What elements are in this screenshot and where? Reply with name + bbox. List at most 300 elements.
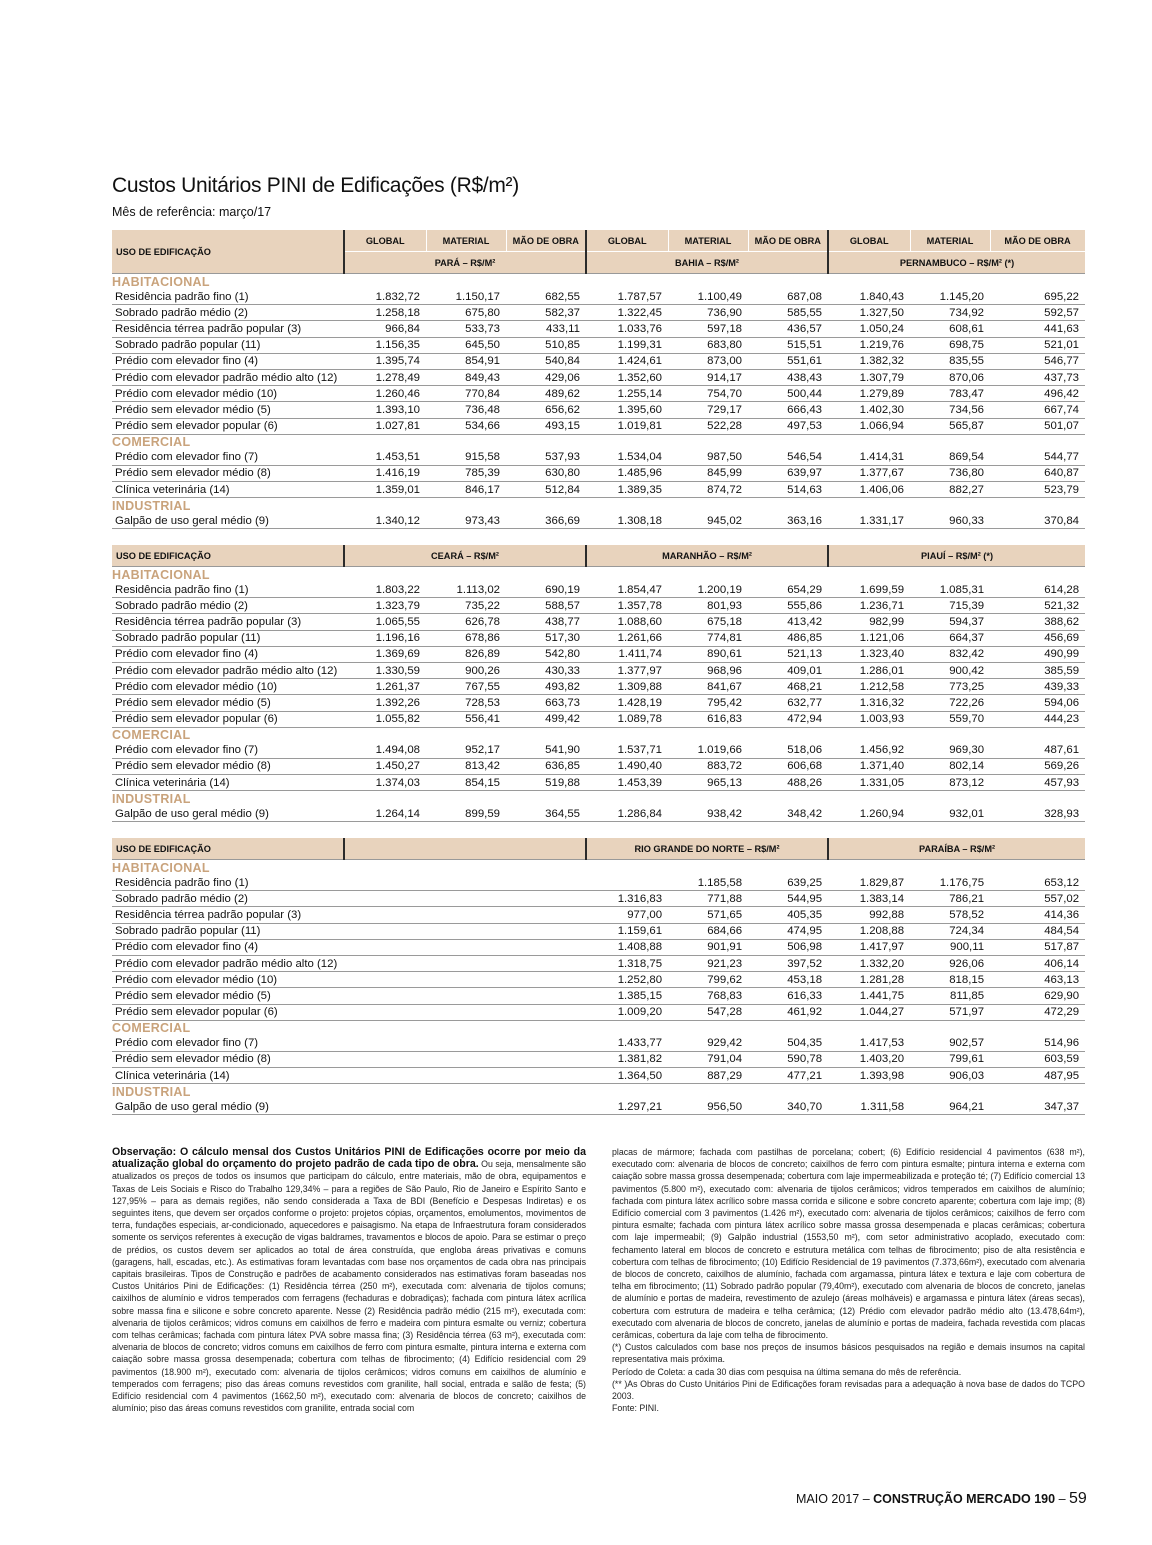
cost-value: 785,39 bbox=[426, 465, 506, 481]
row-label: Clínica veterinária (14) bbox=[112, 1068, 344, 1084]
notes-right-text: placas de mármore; fachada com pastilhas de porcelana; cobert; (6) Edifício residencial 4 pavimentos (638 m²), executado com: alvenaria de blocos de concreto; caixilhos de ferro com pintura esmalte; pintura interna e externa com caiação sobre massa grossa desempenada; cobertura com laje impermeabilizada e proteção té; (7) Edifício comercial 13 pavimentos (5.800 m²), executado com: alvenaria de tijolos cerâmicos; vidros temperados em caixilhos de alumínio; fachada com pintura látex acrílico sobre massa corrida e silicone e sobre concreto aparente; cobertura com laje imp; (8) Edifício comercial com 3 pavimentos (1.426 m²), executado com: alvenaria de tijolos cerâmicos; caixilhos de ferro com pintura esmalte; fachada com pintura látex acrílico sobre massa grossa desempenada e placas cerâmicas; cobertura com laje impermeabil; (9) Galpão industrial (1553,50 m²), com setor administrativo acoplado, executado com: fechamento lateral em blocos de concreto e estrutura metálica com telhas de fibrocimento; piso de alta resistência e cobertura com telhas de fibrocimento; (10) Edifício Residencial de 19 pavimentos (7.373,66m²), executado com alvenaria de blocos de concreto, caixilhos de alumínio, fachada com argamassa, pintura látex e textura e laje com cobertura de telha em fibrocimento; (11) Sobrado padrão popular (79,40m²), executado com alvenaria de blocos de concreto, janelas de alumínio e portas de madeira, revestimento de azulejo (áreas molháveis) e argamassa e pintura látex (áreas secas), cobertura com estrutura de madeira e telha cerâmica; (12) Prédio com elevador padrão médio alto (13.478,64m²), executado com alvenaria de blocos de concreto, janelas de alumínio e portas de madeira, fachada revestida com placas cerâmicas, cobertura da laje com telha de fibrocimento. bbox=[612, 1147, 1085, 1341]
cost-value: 632,77 bbox=[748, 695, 828, 711]
cost-value: 915,58 bbox=[426, 450, 506, 466]
cost-value: 1.066,94 bbox=[828, 418, 910, 434]
cost-value: 645,50 bbox=[426, 337, 506, 353]
cost-value: 429,06 bbox=[506, 369, 586, 385]
cost-value: 590,78 bbox=[748, 1051, 828, 1067]
cost-value: 438,43 bbox=[748, 369, 828, 385]
cost-value: 489,62 bbox=[506, 386, 586, 402]
cost-value: 802,14 bbox=[910, 758, 990, 774]
row-label: Residência padrão fino (1) bbox=[112, 875, 344, 891]
cost-value: 900,42 bbox=[910, 662, 990, 678]
cost-value: 640,87 bbox=[990, 465, 1085, 481]
cost-value: 1.307,79 bbox=[828, 369, 910, 385]
cost-value: 678,86 bbox=[426, 630, 506, 646]
state-header: BAHIA – R$/M² bbox=[586, 252, 828, 274]
cost-value: 1.485,96 bbox=[586, 465, 668, 481]
cost-value: 1.196,16 bbox=[344, 630, 426, 646]
cost-value: 436,57 bbox=[748, 321, 828, 337]
cost-value: 439,33 bbox=[990, 679, 1085, 695]
cost-value: 366,69 bbox=[506, 513, 586, 529]
cost-value: 854,91 bbox=[426, 353, 506, 369]
cost-value: 487,95 bbox=[990, 1068, 1085, 1084]
cost-value: 1.403,20 bbox=[828, 1051, 910, 1067]
cost-value: 965,13 bbox=[668, 775, 748, 791]
cost-value: 1.494,08 bbox=[344, 743, 426, 759]
cost-value bbox=[426, 891, 506, 907]
cost-value: 1.377,67 bbox=[828, 465, 910, 481]
cost-value: 987,50 bbox=[668, 450, 748, 466]
column-header: MATERIAL bbox=[426, 230, 506, 252]
cost-value: 722,26 bbox=[910, 695, 990, 711]
row-label: Prédio com elevador fino (7) bbox=[112, 743, 344, 759]
row-label: Prédio sem elevador popular (6) bbox=[112, 711, 344, 727]
cost-value: 500,44 bbox=[748, 386, 828, 402]
cost-value bbox=[426, 1051, 506, 1067]
cost-value: 1.374,03 bbox=[344, 775, 426, 791]
cost-value: 629,90 bbox=[990, 988, 1085, 1004]
cost-value bbox=[426, 1004, 506, 1020]
cost-value: 1.316,83 bbox=[586, 891, 668, 907]
cost-value: 1.383,14 bbox=[828, 891, 910, 907]
cost-value: 510,85 bbox=[506, 337, 586, 353]
cost-value: 992,88 bbox=[828, 907, 910, 923]
cost-value: 514,63 bbox=[748, 482, 828, 498]
footer-magazine: CONSTRUÇÃO MERCADO 190 bbox=[873, 1492, 1056, 1506]
cost-value: 409,01 bbox=[748, 662, 828, 678]
cost-value: 932,01 bbox=[910, 806, 990, 822]
row-label: Prédio sem elevador médio (8) bbox=[112, 1051, 344, 1067]
cost-value bbox=[344, 1036, 426, 1052]
state-header: PIAUÍ – R$/M² (*) bbox=[828, 545, 1085, 567]
cost-value: 849,43 bbox=[426, 369, 506, 385]
cost-value bbox=[344, 923, 426, 939]
category-heading: INDUSTRIAL bbox=[112, 791, 1085, 807]
cost-value: 964,21 bbox=[910, 1099, 990, 1115]
notes-fonte: Fonte: PINI. bbox=[612, 1403, 659, 1414]
cost-value: 1.453,39 bbox=[586, 775, 668, 791]
cost-value: 1.252,80 bbox=[586, 972, 668, 988]
row-label: Prédio com elevador fino (4) bbox=[112, 939, 344, 955]
table-row bbox=[112, 337, 1085, 353]
category-heading: HABITACIONAL bbox=[112, 274, 1085, 290]
row-label: Prédio sem elevador popular (6) bbox=[112, 1004, 344, 1020]
cost-value: 488,26 bbox=[748, 775, 828, 791]
row-label: Sobrado padrão médio (2) bbox=[112, 305, 344, 321]
cost-value: 1.450,27 bbox=[344, 758, 426, 774]
cost-value: 1.537,71 bbox=[586, 743, 668, 759]
cost-value: 960,33 bbox=[910, 513, 990, 529]
cost-value: 736,90 bbox=[668, 305, 748, 321]
table-row bbox=[112, 775, 1085, 791]
cost-value bbox=[344, 875, 426, 891]
cost-value: 715,39 bbox=[910, 598, 990, 614]
cost-value: 534,66 bbox=[426, 418, 506, 434]
cost-value: 385,59 bbox=[990, 662, 1085, 678]
cost-value: 616,33 bbox=[748, 988, 828, 1004]
cost-value: 438,77 bbox=[506, 614, 586, 630]
cost-value: 724,34 bbox=[910, 923, 990, 939]
cost-value: 1.534,04 bbox=[586, 450, 668, 466]
cost-value: 1.200,19 bbox=[668, 582, 748, 598]
table-row bbox=[112, 679, 1085, 695]
cost-value: 1.055,82 bbox=[344, 711, 426, 727]
cost-value bbox=[506, 988, 586, 1004]
cost-value: 559,70 bbox=[910, 711, 990, 727]
cost-value: 364,55 bbox=[506, 806, 586, 822]
cost-value: 938,42 bbox=[668, 806, 748, 822]
cost-value: 616,83 bbox=[668, 711, 748, 727]
cost-value: 1.050,24 bbox=[828, 321, 910, 337]
cost-value: 477,21 bbox=[748, 1068, 828, 1084]
page-subtitle: Mês de referência: março/17 bbox=[112, 205, 272, 219]
cost-value: 1.286,84 bbox=[586, 806, 668, 822]
table-row bbox=[112, 1068, 1085, 1084]
cost-value: 977,00 bbox=[586, 907, 668, 923]
cost-value: 656,62 bbox=[506, 402, 586, 418]
table-row bbox=[112, 418, 1085, 434]
category-heading: HABITACIONAL bbox=[112, 567, 1085, 583]
cost-value bbox=[344, 955, 426, 971]
cost-value: 556,41 bbox=[426, 711, 506, 727]
table-row bbox=[112, 402, 1085, 418]
cost-table-3 bbox=[112, 838, 1085, 1115]
cost-value: 835,55 bbox=[910, 353, 990, 369]
cost-value: 1.208,88 bbox=[828, 923, 910, 939]
cost-value: 540,84 bbox=[506, 353, 586, 369]
cost-value: 768,83 bbox=[668, 988, 748, 1004]
cost-value: 430,33 bbox=[506, 662, 586, 678]
cost-table-2 bbox=[112, 545, 1085, 822]
cost-value: 818,15 bbox=[910, 972, 990, 988]
cost-value: 811,85 bbox=[910, 988, 990, 1004]
cost-value: 414,36 bbox=[990, 907, 1085, 923]
notes-left-column bbox=[112, 1146, 586, 1414]
cost-value: 1.330,59 bbox=[344, 662, 426, 678]
cost-value: 546,77 bbox=[990, 353, 1085, 369]
cost-value: 882,27 bbox=[910, 482, 990, 498]
notes-observation: Observação: O cálculo mensal dos Custos Unitários PINI de Edificações ocorre por meio da atualização global do orçamento do projeto padrão de cada tipo de obra. bbox=[112, 1146, 586, 1171]
table-row bbox=[112, 1004, 1085, 1020]
cost-value: 695,22 bbox=[990, 289, 1085, 305]
cost-value: 1.308,18 bbox=[586, 513, 668, 529]
cost-value: 521,13 bbox=[748, 646, 828, 662]
cost-value: 854,15 bbox=[426, 775, 506, 791]
cost-value: 690,19 bbox=[506, 582, 586, 598]
cost-value bbox=[506, 923, 586, 939]
cost-value: 493,82 bbox=[506, 679, 586, 695]
cost-value: 1.490,40 bbox=[586, 758, 668, 774]
cost-value bbox=[426, 1068, 506, 1084]
cost-value: 773,25 bbox=[910, 679, 990, 695]
footer-dash: – bbox=[1055, 1492, 1069, 1506]
cost-value: 474,95 bbox=[748, 923, 828, 939]
cost-value: 873,00 bbox=[668, 353, 748, 369]
column-header: GLOBAL bbox=[586, 230, 668, 252]
cost-value: 698,75 bbox=[910, 337, 990, 353]
cost-value: 902,57 bbox=[910, 1036, 990, 1052]
cost-value: 684,66 bbox=[668, 923, 748, 939]
cost-value: 1.311,58 bbox=[828, 1099, 910, 1115]
table-row bbox=[112, 891, 1085, 907]
cost-value bbox=[426, 972, 506, 988]
row-label: Prédio com elevador padrão médio alto (12) bbox=[112, 955, 344, 971]
cost-value: 1.322,45 bbox=[586, 305, 668, 321]
cost-value: 1.176,75 bbox=[910, 875, 990, 891]
row-label: Prédio com elevador fino (4) bbox=[112, 646, 344, 662]
cost-value bbox=[344, 1051, 426, 1067]
cost-value: 569,26 bbox=[990, 758, 1085, 774]
cost-value: 1.327,50 bbox=[828, 305, 910, 321]
cost-value: 551,61 bbox=[748, 353, 828, 369]
cost-value bbox=[344, 1004, 426, 1020]
cost-value: 453,18 bbox=[748, 972, 828, 988]
cost-value: 883,72 bbox=[668, 758, 748, 774]
table-row bbox=[112, 1036, 1085, 1052]
column-header: GLOBAL bbox=[828, 230, 910, 252]
cost-value: 1.185,58 bbox=[668, 875, 748, 891]
cost-value: 501,07 bbox=[990, 418, 1085, 434]
cost-value: 675,18 bbox=[668, 614, 748, 630]
category-heading: COMERCIAL bbox=[112, 434, 1085, 450]
cost-value: 1.854,47 bbox=[586, 582, 668, 598]
cost-value bbox=[426, 988, 506, 1004]
cost-value: 736,80 bbox=[910, 465, 990, 481]
row-label: Galpão de uso geral médio (9) bbox=[112, 1099, 344, 1115]
cost-value: 734,92 bbox=[910, 305, 990, 321]
cost-value: 1.416,19 bbox=[344, 465, 426, 481]
column-header: GLOBAL bbox=[344, 230, 426, 252]
cost-value: 734,56 bbox=[910, 402, 990, 418]
cost-value: 397,52 bbox=[748, 955, 828, 971]
cost-value: 1.441,75 bbox=[828, 988, 910, 1004]
uso-header: USO DE EDIFICAÇÃO bbox=[112, 545, 344, 567]
cost-value: 952,17 bbox=[426, 743, 506, 759]
cost-value: 826,89 bbox=[426, 646, 506, 662]
cost-value: 518,06 bbox=[748, 743, 828, 759]
cost-value: 639,97 bbox=[748, 465, 828, 481]
table-row bbox=[112, 513, 1085, 529]
cost-value: 1.212,58 bbox=[828, 679, 910, 695]
cost-value: 783,47 bbox=[910, 386, 990, 402]
cost-value: 795,42 bbox=[668, 695, 748, 711]
cost-value bbox=[344, 939, 426, 955]
cost-value: 547,28 bbox=[668, 1004, 748, 1020]
cost-value: 1.281,28 bbox=[828, 972, 910, 988]
cost-value: 522,28 bbox=[668, 418, 748, 434]
cost-value: 521,01 bbox=[990, 337, 1085, 353]
cost-value: 1.156,35 bbox=[344, 337, 426, 353]
cost-value: 1.382,32 bbox=[828, 353, 910, 369]
cost-value bbox=[506, 939, 586, 955]
cost-value: 499,42 bbox=[506, 711, 586, 727]
table-row bbox=[112, 614, 1085, 630]
cost-value: 484,54 bbox=[990, 923, 1085, 939]
state-header bbox=[344, 838, 586, 860]
row-label: Sobrado padrão médio (2) bbox=[112, 891, 344, 907]
cost-value: 388,62 bbox=[990, 614, 1085, 630]
cost-value: 1.340,12 bbox=[344, 513, 426, 529]
cost-value: 456,69 bbox=[990, 630, 1085, 646]
row-label: Prédio sem elevador médio (5) bbox=[112, 402, 344, 418]
cost-value: 461,92 bbox=[748, 1004, 828, 1020]
row-label: Prédio com elevador médio (10) bbox=[112, 679, 344, 695]
cost-value: 683,80 bbox=[668, 337, 748, 353]
cost-value: 1.829,87 bbox=[828, 875, 910, 891]
notes-star: (*) Custos calculados com base nos preços de insumos básicos pesquisados na região e demais insumos na capital representativa mais próxima. bbox=[612, 1342, 1085, 1365]
cost-value: 900,11 bbox=[910, 939, 990, 955]
table-row bbox=[112, 369, 1085, 385]
cost-value: 874,72 bbox=[668, 482, 748, 498]
cost-value: 592,57 bbox=[990, 305, 1085, 321]
cost-value: 413,42 bbox=[748, 614, 828, 630]
row-label: Residência térrea padrão popular (3) bbox=[112, 907, 344, 923]
state-header: PARÁ – R$/M² bbox=[344, 252, 586, 274]
cost-value: 1.027,81 bbox=[344, 418, 426, 434]
cost-value: 1.260,46 bbox=[344, 386, 426, 402]
cost-value: 956,50 bbox=[668, 1099, 748, 1115]
cost-value: 1.395,60 bbox=[586, 402, 668, 418]
table-row bbox=[112, 695, 1085, 711]
cost-value: 1.787,57 bbox=[586, 289, 668, 305]
row-label: Prédio com elevador padrão médio alto (12) bbox=[112, 662, 344, 678]
cost-value: 667,74 bbox=[990, 402, 1085, 418]
cost-value: 887,29 bbox=[668, 1068, 748, 1084]
cost-value: 1.393,10 bbox=[344, 402, 426, 418]
cost-value: 588,57 bbox=[506, 598, 586, 614]
cost-value: 1.371,40 bbox=[828, 758, 910, 774]
row-label: Prédio sem elevador médio (8) bbox=[112, 758, 344, 774]
cost-value: 1.840,43 bbox=[828, 289, 910, 305]
state-header: PARAÍBA – R$/M² bbox=[828, 838, 1085, 860]
cost-value: 1.402,30 bbox=[828, 402, 910, 418]
table-row bbox=[112, 939, 1085, 955]
cost-value: 514,96 bbox=[990, 1036, 1085, 1052]
cost-value: 1.323,40 bbox=[828, 646, 910, 662]
cost-value: 497,53 bbox=[748, 418, 828, 434]
cost-value: 1.113,02 bbox=[426, 582, 506, 598]
cost-value: 1.088,60 bbox=[586, 614, 668, 630]
cost-value bbox=[426, 907, 506, 923]
cost-value: 1.417,97 bbox=[828, 939, 910, 955]
cost-value: 1.033,76 bbox=[586, 321, 668, 337]
column-header: MATERIAL bbox=[668, 230, 748, 252]
cost-value: 606,68 bbox=[748, 758, 828, 774]
cost-value: 1.297,21 bbox=[586, 1099, 668, 1115]
cost-value: 899,59 bbox=[426, 806, 506, 822]
cost-value: 1.331,17 bbox=[828, 513, 910, 529]
table-row bbox=[112, 711, 1085, 727]
cost-value: 363,16 bbox=[748, 513, 828, 529]
row-label: Residência térrea padrão popular (3) bbox=[112, 321, 344, 337]
row-label: Sobrado padrão popular (11) bbox=[112, 337, 344, 353]
table-row bbox=[112, 646, 1085, 662]
row-label: Prédio com elevador fino (7) bbox=[112, 450, 344, 466]
cost-value: 347,37 bbox=[990, 1099, 1085, 1115]
cost-value: 544,95 bbox=[748, 891, 828, 907]
cost-value: 533,73 bbox=[426, 321, 506, 337]
state-header: CEARÁ – R$/M² bbox=[344, 545, 586, 567]
cost-value: 441,63 bbox=[990, 321, 1085, 337]
table-row bbox=[112, 305, 1085, 321]
cost-value: 594,37 bbox=[910, 614, 990, 630]
cost-value: 735,22 bbox=[426, 598, 506, 614]
page-footer bbox=[796, 1490, 1087, 1508]
cost-value: 608,61 bbox=[910, 321, 990, 337]
cost-value bbox=[506, 1004, 586, 1020]
cost-value: 1.279,89 bbox=[828, 386, 910, 402]
cost-value: 969,30 bbox=[910, 743, 990, 759]
cost-value: 890,61 bbox=[668, 646, 748, 662]
table-row bbox=[112, 289, 1085, 305]
category-heading: COMERCIAL bbox=[112, 727, 1085, 743]
cost-value bbox=[426, 923, 506, 939]
cost-value: 873,12 bbox=[910, 775, 990, 791]
cost-table-1 bbox=[112, 230, 1086, 529]
cost-value: 1.261,37 bbox=[344, 679, 426, 695]
page-number: 59 bbox=[1069, 1490, 1087, 1507]
column-header: MÃO DE OBRA bbox=[506, 230, 586, 252]
cost-value bbox=[506, 1068, 586, 1084]
cost-value: 945,02 bbox=[668, 513, 748, 529]
cost-value: 1.258,18 bbox=[344, 305, 426, 321]
cost-value: 1.381,82 bbox=[586, 1051, 668, 1067]
cost-value: 1.309,88 bbox=[586, 679, 668, 695]
cost-value: 512,84 bbox=[506, 482, 586, 498]
cost-value: 926,06 bbox=[910, 955, 990, 971]
table-row bbox=[112, 988, 1085, 1004]
cost-value: 597,18 bbox=[668, 321, 748, 337]
row-label: Prédio sem elevador popular (6) bbox=[112, 418, 344, 434]
cost-value: 578,52 bbox=[910, 907, 990, 923]
cost-value: 1.278,49 bbox=[344, 369, 426, 385]
cost-value bbox=[344, 988, 426, 1004]
cost-value: 541,90 bbox=[506, 743, 586, 759]
cost-value: 687,08 bbox=[748, 289, 828, 305]
cost-value: 1.411,74 bbox=[586, 646, 668, 662]
cost-value: 813,42 bbox=[426, 758, 506, 774]
cost-value: 348,42 bbox=[748, 806, 828, 822]
cost-value: 537,93 bbox=[506, 450, 586, 466]
table-row bbox=[112, 662, 1085, 678]
cost-value: 406,14 bbox=[990, 955, 1085, 971]
row-label: Residência térrea padrão popular (3) bbox=[112, 614, 344, 630]
cost-value: 754,70 bbox=[668, 386, 748, 402]
cost-value: 630,80 bbox=[506, 465, 586, 481]
table-row bbox=[112, 875, 1085, 891]
cost-value: 728,53 bbox=[426, 695, 506, 711]
cost-value: 519,88 bbox=[506, 775, 586, 791]
cost-value: 603,59 bbox=[990, 1051, 1085, 1067]
cost-value: 472,94 bbox=[748, 711, 828, 727]
cost-value: 774,81 bbox=[668, 630, 748, 646]
cost-value: 1.236,71 bbox=[828, 598, 910, 614]
cost-value: 1.385,15 bbox=[586, 988, 668, 1004]
row-label: Residência padrão fino (1) bbox=[112, 582, 344, 598]
table-row bbox=[112, 353, 1085, 369]
column-header: MÃO DE OBRA bbox=[748, 230, 828, 252]
cost-value: 799,62 bbox=[668, 972, 748, 988]
cost-value: 1.323,79 bbox=[344, 598, 426, 614]
uso-header: USO DE EDIFICAÇÃO bbox=[112, 838, 344, 860]
cost-value bbox=[506, 907, 586, 923]
row-label: Prédio com elevador médio (10) bbox=[112, 972, 344, 988]
cost-value: 1.352,60 bbox=[586, 369, 668, 385]
cost-value bbox=[506, 891, 586, 907]
cost-value: 1.316,32 bbox=[828, 695, 910, 711]
row-label: Prédio sem elevador médio (5) bbox=[112, 695, 344, 711]
